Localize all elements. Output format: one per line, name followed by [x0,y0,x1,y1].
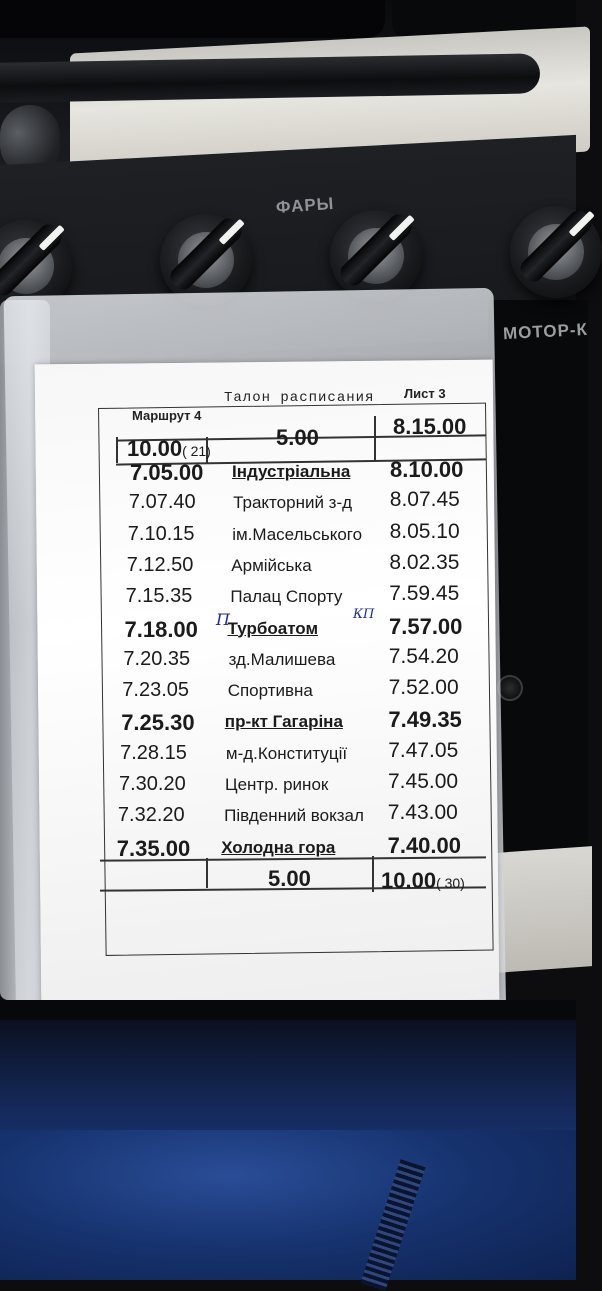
departure-time: 7.28.15 [120,741,187,764]
table-line [372,856,374,892]
lights-label: ФАРЫ [275,193,335,218]
departure-time: 7.15.35 [125,585,193,608]
handwritten-mark-left: П [216,610,230,629]
stop-name: ім.Масельського [232,524,363,544]
return-time: 7.52.00 [388,676,459,700]
stop-name: Спортивна [227,681,313,701]
top-left-time: 10.00( 21) [127,436,211,461]
stop-name: Холодна гора [221,837,336,857]
return-time: 8.07.45 [389,488,460,512]
departure-time: 7.12.50 [126,553,194,576]
stop-name: Тракторний з-д [233,493,353,513]
table-line [206,858,208,888]
stop-name: Центр. ринок [225,775,329,794]
return-time: 7.40.00 [387,832,461,858]
departure-time: 7.30.20 [119,773,186,795]
return-time: 7.47.05 [388,738,459,762]
bottom-middle-value: 5.00 [268,866,311,891]
stop-name: Південний вокзал [224,806,364,826]
departure-time: 7.32.20 [117,804,185,827]
stop-name: пр-кт Гагаріна [224,712,343,732]
jacket-fold [0,1130,576,1280]
departure-time: 7.25.30 [121,710,195,736]
return-time: 7.54.20 [388,644,459,668]
stop-name: м-д.Конституції [225,743,348,763]
return-time: 7.59.45 [389,582,460,606]
motor-label: МОТОР-К [502,319,589,344]
departure-time: 7.07.40 [128,491,196,514]
departure-time: 7.20.35 [123,647,191,670]
return-time: 7.49.35 [388,707,462,733]
departure-time: 7.35.00 [116,835,191,861]
return-time: 7.57.00 [389,613,463,639]
departure-time: 7.18.00 [124,616,198,642]
stop-name: зд.Малишева [228,649,336,669]
stop-name: Армійська [231,555,312,575]
panel-bolt [497,675,523,701]
departure-time: 7.23.05 [122,679,190,702]
bottom-right-time: 10.00( 30) [381,868,465,893]
stop-name: Палац Спорту [230,587,343,607]
rotary-knob-4 [510,206,602,298]
return-time: 8.10.00 [390,457,464,482]
departure-time: 7.05.00 [130,460,204,485]
handwritten-mark-right: КП [353,607,375,622]
return-time: 8.02.35 [389,550,460,574]
departure-time: 7.10.15 [127,522,195,545]
air-vent-left [0,0,385,38]
stop-name: Індустріальна [232,462,351,481]
return-time: 8.05.10 [389,519,460,543]
top-right-time: 8.15.00 [393,414,467,439]
document-title: Талон расписания [224,390,375,406]
return-time: 7.43.00 [387,801,458,825]
sheet-number: Лист 3 [404,386,446,401]
top-middle-value: 5.00 [276,425,319,450]
side-panel [488,300,588,860]
rotary-knob-3 [330,210,422,302]
table-line [374,416,376,460]
route-number: Маршрут 4 [132,408,202,423]
return-time: 7.45.00 [388,770,459,793]
stop-name: Турбоатом [227,618,319,638]
